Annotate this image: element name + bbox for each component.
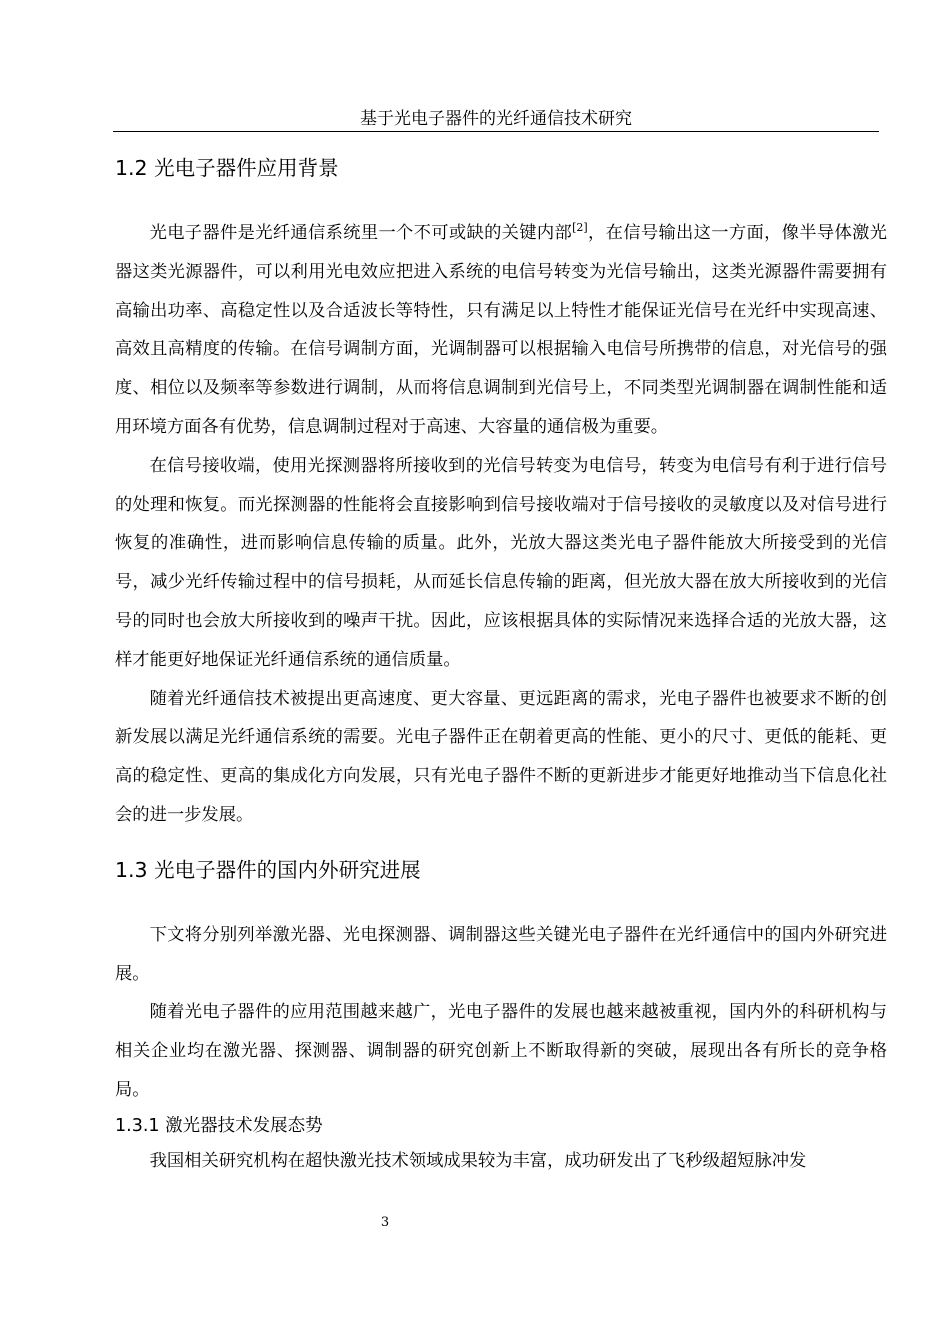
paragraph-text: ，在信号输出这一方面，像半导体激光器这类光源器件，可以利用光电效应把进入系统的电信号转变为光信号输出，这类光源器件需要拥有高输出功率、高稳定性以及合适波长等特性，只有满足以上特性才能保证光信号在光纤中实现高速、高效且高精度的传输。在信号调制方面，光调制器可以根据输入电信号所携带的信息，对光信号的强度、相位以及频率等参数进行调制，从而将信息调制到光信号上，不同类型光调制器在调制性能和适用环境方面各有优势，信息调制过程对于高速、大容量的通信极为重要。 [115,223,887,437]
paragraph: 下文将分别列举激光器、光电探测器、调制器这些关键光电子器件在光纤通信中的国内外研究进展。 [115,924,887,984]
page-content [115,147,887,1181]
page-number: 3 [380,1215,390,1230]
running-header: 基于光电子器件的光纤通信技术研究 [360,109,632,129]
section-heading-1-3: 1.3 光电子器件的国内外研究进展 [115,857,421,882]
paragraph: 在信号接收端，使用光探测器将所接收到的光信号转变为电信号，转变为电信号有利于进行信号的处理和恢复。而光探测器的性能将会直接影响到信号接收端对于信号接收的灵敏度以及对信号进行恢复的准确性，进而影响信息传输的质量。此外，光放大器这类光电子器件能放大所接受到的光信号，减少光纤传输过程中的信号损耗，从而延长信息传输的距离，但光放大器在放大所接收到的光信号的同时也会放大所接收到的噪声干扰。因此，应该根据具体的实际情况来选择合适的光放大器，这样才能更好地保证光纤通信系统的通信质量。 [115,455,887,670]
paragraph: 随着光电子器件的应用范围越来越广，光电子器件的发展也越来越被重视，国内外的科研机构与相关企业均在激光器、探测器、调制器的研究创新上不断取得新的突破，展现出各有所长的竞争格局。 [115,1002,887,1100]
citation-marker: [2] [572,221,588,235]
paragraph [115,214,887,447]
section-heading-1-2: 1.2 光电子器件应用背景 [115,156,339,180]
paragraph: 我国相关研究机构在超快激光技术领域成果较为丰富，成功研发出了飞秒级超短脉冲发 [149,1150,807,1171]
header-rule [113,131,879,132]
paragraph-text: 光电子器件是光纤通信系统里一个不可或缺的关键内部 [149,223,573,243]
subsection-heading-1-3-1: 1.3.1 激光器技术发展态势 [115,1115,323,1136]
paragraph: 随着光纤通信技术被提出更高速度、更大容量、更远距离的需求，光电子器件也被要求不断的创新发展以满足光纤通信系统的需要。光电子器件正在朝着更高的性能、更小的尺寸、更低的能耗、更高的稳定性、更高的集成化方向发展，只有光电子器件不断的更新进步才能更好地推动当下信息化社会的进一步发展。 [115,688,887,825]
